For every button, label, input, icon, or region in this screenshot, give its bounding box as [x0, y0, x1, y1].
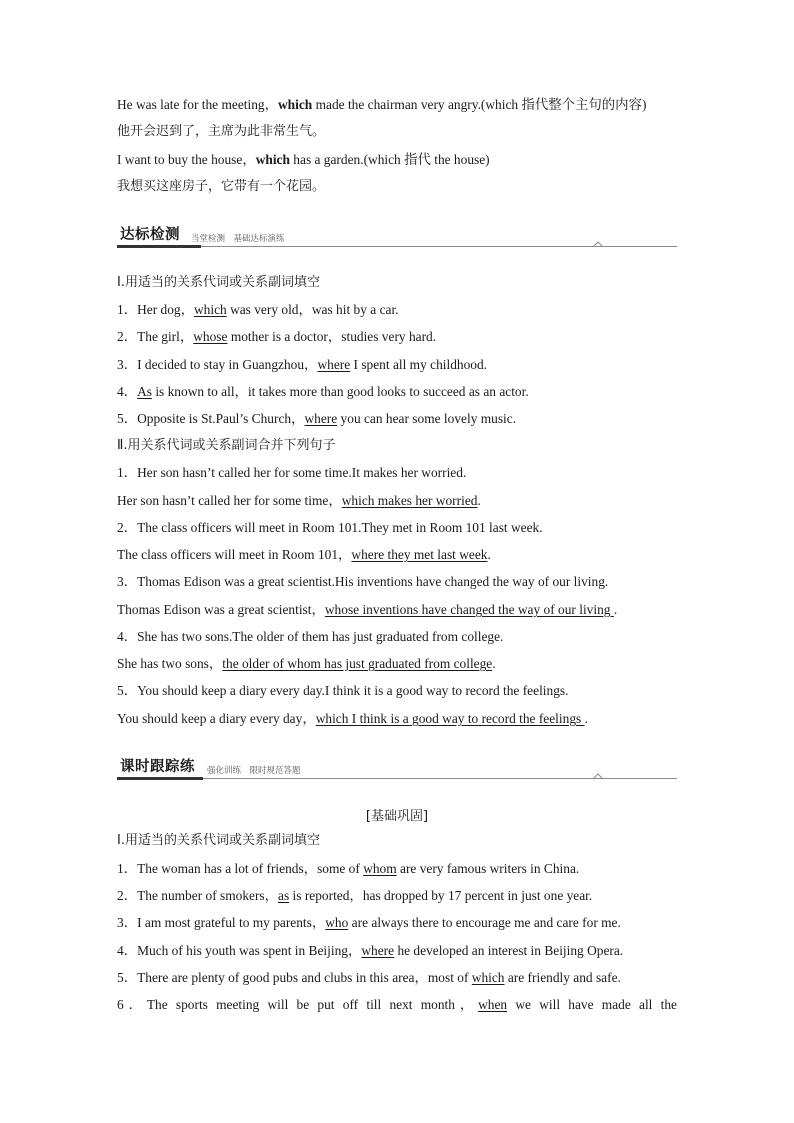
combine-question: 2．The class officers will meet in Room 101.They met in Room 101 last week. — [117, 520, 543, 535]
section-header-dabiao — [117, 225, 677, 247]
combine-answer: Her son hasn’t called her for some time，which makes her worried. — [117, 493, 481, 508]
list-item: 3．I decided to stay in Guangzhou，where I spent all my childhood. — [117, 357, 488, 372]
part1-heading: Ⅰ.用适当的关系代词或关系副词填空 — [117, 833, 320, 848]
list-item: 1．Her dog，which was very old，was hit by a car. — [117, 302, 399, 317]
section-rule-accent — [117, 245, 201, 248]
combine-question: 4．She has two sons.The older of them has just graduated from college. — [117, 629, 504, 644]
rule-notch-icon — [593, 773, 603, 779]
section-subtitle: 强化训练 限时规范答题 — [207, 766, 301, 776]
intro-line-4: 我想买这座房子，它带有一个花园。 — [117, 179, 326, 194]
list-item: 1．The woman has a lot of friends，some of whom are very famous writers in China. — [117, 861, 580, 876]
list-item: 4．As is known to all，it takes more than good looks to succeed as an actor. — [117, 384, 529, 399]
part2-heading: Ⅱ.用关系代词或关系副词合并下列句子 — [117, 438, 336, 453]
list-item: 2．The girl，whose mother is a doctor，studies very hard. — [117, 329, 437, 344]
combine-answer: Thomas Edison was a great scientist，whose inventions have changed the way of our living . — [117, 602, 618, 617]
combine-question: 3．Thomas Edison was a great scientist.His inventions have changed the way of our living. — [117, 574, 609, 589]
list-item: 4．Much of his youth was spent in Beijing，where he developed an interest in Beijing Opera. — [117, 943, 624, 958]
section-rule-accent — [117, 777, 203, 780]
list-item: 5．There are plenty of good pubs and clubs in this area，most of which are friendly and safe. — [117, 970, 621, 985]
list-item: 6．The sports meeting will be put off till next month，when we will have made all the — [117, 997, 677, 1012]
intro-line-1: He was late for the meeting，which made the chairman very angry.(which 指代整个主句的内容) — [117, 97, 647, 112]
rule-notch-icon — [593, 241, 603, 247]
section-title: 达标检测 — [120, 227, 180, 243]
list-item: 3．I am most grateful to my parents，who are always there to encourage me and care for me. — [117, 915, 621, 930]
section-title: 课时跟踪练 — [120, 759, 195, 775]
combine-question: 5．You should keep a diary every day.I think it is a good way to record the feelings. — [117, 683, 569, 698]
section-subtitle: 当堂检测 基础达标演练 — [191, 234, 285, 244]
combine-answer: The class officers will meet in Room 101，where they met last week. — [117, 547, 491, 562]
intro-line-2: 他开会迟到了，主席为此非常生气。 — [117, 124, 326, 139]
combine-answer: You should keep a diary every day，which I think is a good way to record the feelings . — [117, 711, 588, 726]
list-item: 2．The number of smokers，as is reported，has dropped by 17 percent in just one year. — [117, 888, 593, 903]
combine-answer: She has two sons，the older of whom has just graduated from college. — [117, 656, 496, 671]
intro-line-3: I want to buy the house，which has a garden.(which 指代 the house) — [117, 152, 490, 167]
part1-heading: Ⅰ.用适当的关系代词或关系副词填空 — [117, 275, 320, 290]
section-header-keshi — [117, 757, 677, 779]
combine-question: 1．Her son hasn’t called her for some time.It makes her worried. — [117, 465, 467, 480]
list-item: 5．Opposite is St.Paul’s Church，where you can hear some lovely music. — [117, 411, 517, 426]
center-heading: [基础巩固] — [365, 809, 429, 824]
